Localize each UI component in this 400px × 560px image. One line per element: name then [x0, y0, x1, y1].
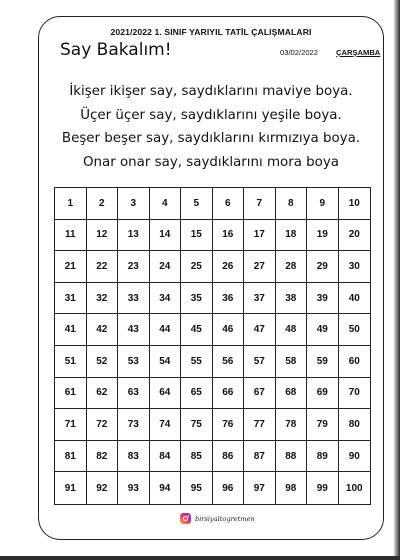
number-cell: 44 — [150, 314, 182, 346]
number-cell: 21 — [55, 251, 87, 283]
number-cell: 89 — [307, 441, 339, 473]
number-cell: 43 — [118, 314, 150, 346]
number-cell: 63 — [118, 378, 150, 410]
number-cell: 2 — [87, 188, 119, 220]
number-cell: 71 — [55, 409, 87, 441]
number-cell: 79 — [307, 409, 339, 441]
activity-title: Say Bakalım! — [60, 40, 172, 60]
number-cell: 17 — [244, 220, 276, 252]
number-cell: 50 — [339, 314, 371, 346]
number-cell: 73 — [118, 409, 150, 441]
number-cell: 66 — [213, 378, 245, 410]
page-edge-shadow — [394, 0, 400, 560]
number-cell: 23 — [118, 251, 150, 283]
number-cell: 10 — [339, 188, 371, 220]
number-cell: 76 — [213, 409, 245, 441]
number-cell: 78 — [276, 409, 308, 441]
number-cell: 4 — [150, 188, 182, 220]
number-cell: 34 — [150, 283, 182, 315]
number-cell: 62 — [87, 378, 119, 410]
number-cell: 48 — [276, 314, 308, 346]
instruction-line: Beşer beşer say, saydıklarını kırmızıya boya. — [61, 131, 361, 146]
number-cell: 82 — [87, 441, 119, 473]
number-cell: 90 — [339, 441, 371, 473]
page-bottom-shadow — [0, 556, 400, 560]
number-cell: 64 — [150, 378, 182, 410]
footer-credit — [180, 513, 255, 524]
number-cell: 20 — [339, 220, 371, 252]
instruction-line: Onar onar say, saydıklarını mora boya — [83, 154, 339, 170]
number-cell: 14 — [150, 220, 182, 252]
number-cell: 88 — [276, 441, 308, 473]
number-cell: 29 — [307, 251, 339, 283]
hundred-chart-grid — [54, 187, 371, 505]
number-cell: 35 — [181, 283, 213, 315]
number-cell: 40 — [339, 283, 371, 315]
number-cell: 100 — [345, 482, 363, 494]
number-cell: 39 — [307, 283, 339, 315]
number-cell: 41 — [55, 314, 87, 346]
number-cell: 12 — [87, 220, 119, 252]
number-cell: 87 — [244, 441, 276, 473]
number-cell: 77 — [244, 409, 276, 441]
number-cell: 95 — [181, 472, 213, 504]
number-cell: 92 — [87, 472, 119, 504]
number-cell: 69 — [307, 378, 339, 410]
number-cell: 54 — [150, 346, 182, 378]
number-cell: 3 — [118, 188, 150, 220]
number-cell: 42 — [87, 314, 119, 346]
number-cell: 53 — [118, 346, 150, 378]
number-cell: 67 — [244, 378, 276, 410]
number-cell: 46 — [213, 314, 245, 346]
number-cell: 36 — [213, 283, 245, 315]
instructions-block — [38, 80, 384, 174]
number-cell: 51 — [55, 346, 87, 378]
number-cell: 15 — [181, 220, 213, 252]
date-label: 03/02/2022 — [280, 48, 319, 57]
number-cell: 31 — [55, 283, 87, 315]
number-cell: 45 — [181, 314, 213, 346]
number-cell: 65 — [181, 378, 213, 410]
number-cell: 27 — [244, 251, 276, 283]
instagram-handle: birsiyaltogretmen — [195, 514, 255, 523]
number-cell: 70 — [339, 378, 371, 410]
number-cell: 94 — [150, 472, 182, 504]
number-cell: 37 — [244, 283, 276, 315]
number-cell: 55 — [181, 346, 213, 378]
number-cell: 49 — [307, 314, 339, 346]
number-cell: 93 — [118, 472, 150, 504]
number-cell: 18 — [276, 220, 308, 252]
number-cell: 99 — [307, 472, 339, 504]
number-cell: 19 — [307, 220, 339, 252]
number-cell: 81 — [55, 441, 87, 473]
number-cell: 56 — [213, 346, 245, 378]
number-cell: 68 — [276, 378, 308, 410]
number-cell: 38 — [276, 283, 308, 315]
number-cell: 8 — [276, 188, 308, 220]
worksheet-header-title: 2021/2022 1. SINIF YARIYIL TATİL ÇALIŞMALARI — [110, 27, 312, 37]
number-cell: 80 — [339, 409, 371, 441]
number-cell: 1 — [55, 188, 87, 220]
number-cell: 72 — [87, 409, 119, 441]
number-cell: 25 — [181, 251, 213, 283]
number-cell: 7 — [244, 188, 276, 220]
number-cell: 5 — [181, 188, 213, 220]
number-cell: 59 — [307, 346, 339, 378]
number-cell: 86 — [213, 441, 245, 473]
number-cell: 58 — [276, 346, 308, 378]
number-cell: 9 — [307, 188, 339, 220]
number-cell: 74 — [150, 409, 182, 441]
number-cell: 57 — [244, 346, 276, 378]
instruction-line: İkişer ikişer say, saydıklarını maviye boya. — [69, 84, 353, 99]
number-cell: 61 — [55, 378, 87, 410]
instagram-icon — [180, 513, 191, 524]
number-cell: 85 — [181, 441, 213, 473]
number-cell: 75 — [181, 409, 213, 441]
instruction-line: Üçer üçer say, saydıklarını yeşile boya. — [80, 107, 342, 123]
number-cell: 96 — [213, 472, 245, 504]
number-cell: 84 — [150, 441, 182, 473]
number-cell: 33 — [118, 283, 150, 315]
number-cell: 26 — [213, 251, 245, 283]
number-cell: 11 — [55, 220, 87, 252]
day-label: ÇARŞAMBA — [336, 48, 381, 57]
number-cell: 28 — [276, 251, 308, 283]
number-cell: 98 — [276, 472, 308, 504]
number-cell: 22 — [87, 251, 119, 283]
number-cell: 32 — [87, 283, 119, 315]
number-cell: 60 — [339, 346, 371, 378]
number-cell: 13 — [118, 220, 150, 252]
number-cell: 6 — [213, 188, 245, 220]
number-cell: 47 — [244, 314, 276, 346]
number-cell: 16 — [213, 220, 245, 252]
number-cell: 83 — [118, 441, 150, 473]
number-cell: 97 — [244, 472, 276, 504]
number-cell: 52 — [87, 346, 119, 378]
number-cell: 30 — [339, 251, 371, 283]
number-cell: 24 — [150, 251, 182, 283]
number-cell: 91 — [55, 472, 87, 504]
